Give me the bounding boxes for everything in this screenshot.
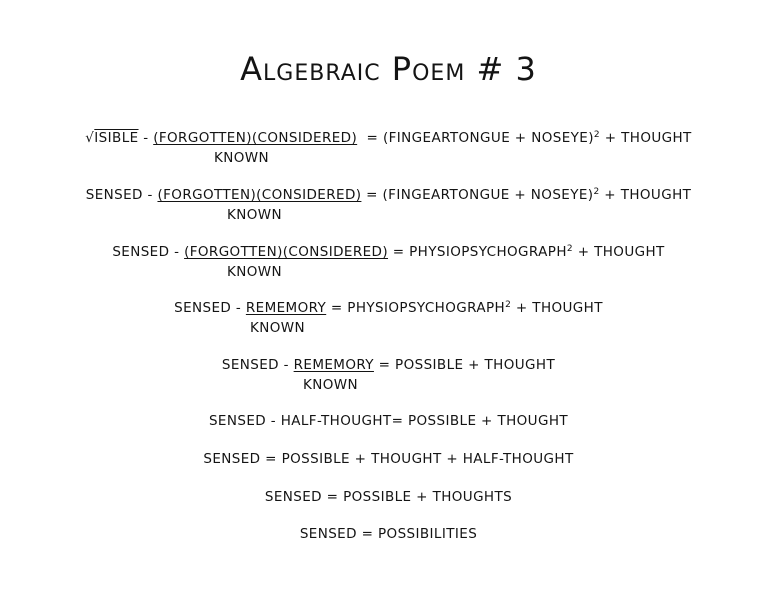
fraction-denominator-5: KNOWN [303, 377, 359, 393]
equation-lhs: SENSED - [174, 300, 246, 316]
equation-tail: + THOUGHT [600, 130, 692, 146]
equation-rhs: = POSSIBLE + THOUGHT [373, 357, 556, 373]
poem-title: Algebraic Poem # 3 [240, 50, 537, 88]
fraction-numerator: REMEMORY [293, 357, 374, 373]
equation-tail: + THOUGHT [573, 244, 665, 260]
equation-7: SENSED = POSSIBLE + THOUGHT + HALF-THOUGHT [203, 451, 574, 467]
exponent: 2 [505, 300, 512, 310]
equation-tail: + THOUGHT [511, 300, 603, 316]
fraction-numerator: (FORGOTTEN)(CONSIDERED) [157, 187, 362, 203]
equation-4 [0, 300, 777, 316]
exponent: 2 [593, 130, 601, 140]
equation-rhs: = PHYSIOPSYCHOGRAPH [326, 300, 506, 316]
fraction-numerator: (FORGOTTEN)(CONSIDERED) [184, 244, 389, 260]
radicand: ISIBLE [94, 130, 139, 146]
equation-rhs: = (FINGEARTONGUE + NOSEYE) [361, 187, 594, 203]
equation-8: SENSED = POSSIBLE + THOUGHTS [264, 489, 513, 505]
fraction-numerator: REMEMORY [245, 300, 327, 316]
equation-5 [0, 357, 777, 373]
equation-lhs: SENSED - [112, 244, 185, 260]
fraction-denominator-3: KNOWN [227, 264, 283, 280]
equation-3 [0, 244, 777, 260]
equation-rhs: = PHYSIOPSYCHOGRAPH [388, 244, 567, 260]
minus-sign: - [138, 130, 154, 146]
fraction-denominator-2: KNOWN [227, 207, 283, 223]
equation-2 [0, 187, 777, 203]
equation-lhs: SENSED - [221, 357, 294, 373]
equation-lhs: SENSED - [85, 187, 158, 203]
fraction-denominator-4: KNOWN [250, 320, 306, 336]
equation-tail: + THOUGHT [599, 187, 692, 203]
equation-rhs: = (FINGEARTONGUE + NOSEYE) [357, 130, 594, 146]
radical-sign: √ [85, 130, 95, 146]
equation-9: SENSED = POSSIBILITIES [299, 526, 478, 542]
fraction-denominator-1: KNOWN [214, 150, 270, 166]
exponent: 2 [593, 187, 600, 197]
exponent: 2 [566, 244, 574, 254]
fraction-numerator: (FORGOTTEN)(CONSIDERED) [153, 130, 358, 146]
equation-1 [0, 130, 777, 146]
equation-6: SENSED - HALF-THOUGHT= POSSIBLE + THOUGHT [208, 413, 569, 429]
